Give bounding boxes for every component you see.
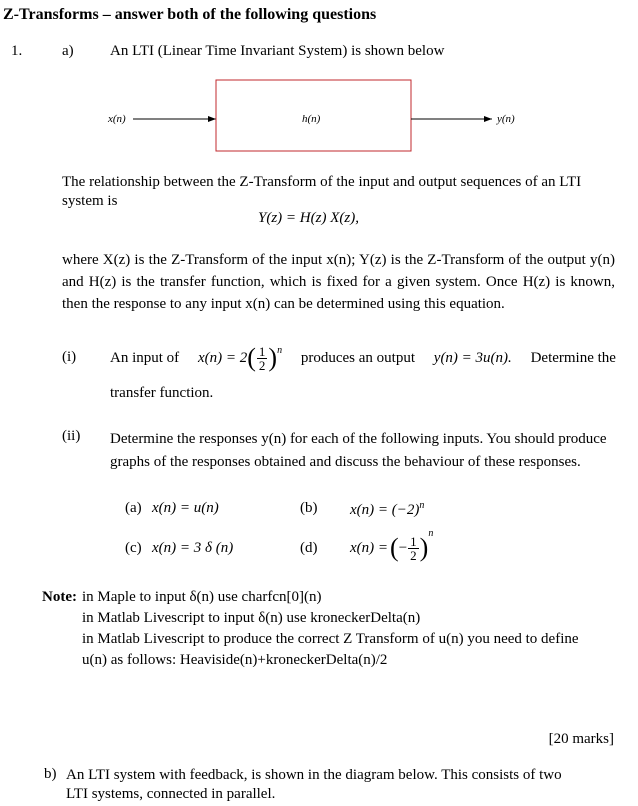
sub-i-frac-den: 2 <box>258 357 266 373</box>
part-b-label: b) <box>44 766 57 782</box>
sub-i-text-after: Determine the <box>530 349 616 366</box>
relationship-text: The relationship between the Z-Transform of the input and output sequences of an LTI system is <box>62 174 582 209</box>
item-c-label: (c) <box>125 540 142 556</box>
input-label: x(n) <box>108 113 126 125</box>
sub-i-output: y(n) = 3u(n). <box>433 349 512 366</box>
part-a-intro: An LTI (Linear Time Invariant System) is shown below <box>110 43 445 59</box>
item-b-expr <box>350 500 424 519</box>
sub-i-text-before: An input of <box>110 349 180 366</box>
item-d-expr: x(n) = ( − $\frac{1}{2}$ ) $^n$ <box>350 528 434 563</box>
output-arrowhead <box>484 116 492 122</box>
sub-i-label: (i) <box>62 349 77 365</box>
item-d-frac-num: 1 <box>410 533 417 549</box>
sub-i-frac-num: 1 <box>258 343 266 359</box>
item-d-fraction <box>408 535 419 562</box>
lti-block-diagram <box>0 75 638 160</box>
question-number: 1. <box>11 43 23 59</box>
sub-i-input-lhs: x(n) = 2 <box>197 349 248 366</box>
item-d-lhs: x(n) = <box>350 539 389 556</box>
relationship-equation: Y(z) = H(z) X(z), <box>258 210 359 226</box>
output-label: y(n) <box>497 113 515 125</box>
item-b-label: (b) <box>300 500 318 516</box>
input-arrowhead <box>208 116 216 122</box>
system-label: h(n) <box>302 113 321 125</box>
item-d-frac-den: 2 <box>410 547 417 563</box>
where-paragraph: where X(z) is the Z-Transform of the input x(n); Y(z) is the Z-Transform of the output y(n) and H(z) is the transfer function, which is fixed for a given system. Once H(z) is known, then the response to any input x(n) can be determined using this equation. <box>62 252 615 312</box>
note-line4: u(n) as follows: Heaviside(n)+kroneckerDelta(n)/2 <box>82 652 388 668</box>
sub-i-line <box>110 339 616 377</box>
sub-i-text-mid: produces an output <box>300 349 415 366</box>
note-line3: in Matlab Livescript to produce the correct Z Transform of u(n) you need to define <box>82 631 579 647</box>
item-a-expr: x(n) = u(n) <box>152 500 219 516</box>
item-b-exponent: n <box>419 500 425 511</box>
sub-i-line2: transfer function. <box>110 385 214 401</box>
sub-i-fraction <box>257 345 268 372</box>
item-c-expr: x(n) = 3 δ (n) <box>152 540 234 556</box>
item-d-sign: − <box>398 539 408 556</box>
note-line2: in Matlab Livescript to input δ(n) use kroneckerDelta(n) <box>82 610 421 626</box>
page-title: Z-Transforms – answer both of the following questions <box>3 6 377 23</box>
part-a-label: a) <box>62 43 74 59</box>
marks: [20 marks] <box>548 731 614 747</box>
item-d-label: (d) <box>300 540 318 556</box>
item-b-expr-text: x(n) = (−2) <box>350 502 420 518</box>
item-a-label: (a) <box>125 500 142 516</box>
item-d-exponent: n <box>428 528 434 539</box>
sub-ii-text: Determine the responses y(n) for each of the following inputs. You should produce graphs of the responses obtained and discuss the behaviour of these responses. <box>110 431 607 470</box>
sub-i-exponent: n <box>277 344 283 356</box>
part-b-text: An LTI system with feedback, is shown in the diagram below. This consists of two LTI systems, connected in parallel. <box>66 767 562 802</box>
note-line1: in Maple to input δ(n) use charfcn[0](n) <box>82 589 322 605</box>
sub-ii-label: (ii) <box>62 428 81 444</box>
note-label: Note: <box>42 589 77 605</box>
sub-i-input: x(n) = 2 ( $\frac{1}{2}$ ) $^n$ <box>197 343 283 373</box>
